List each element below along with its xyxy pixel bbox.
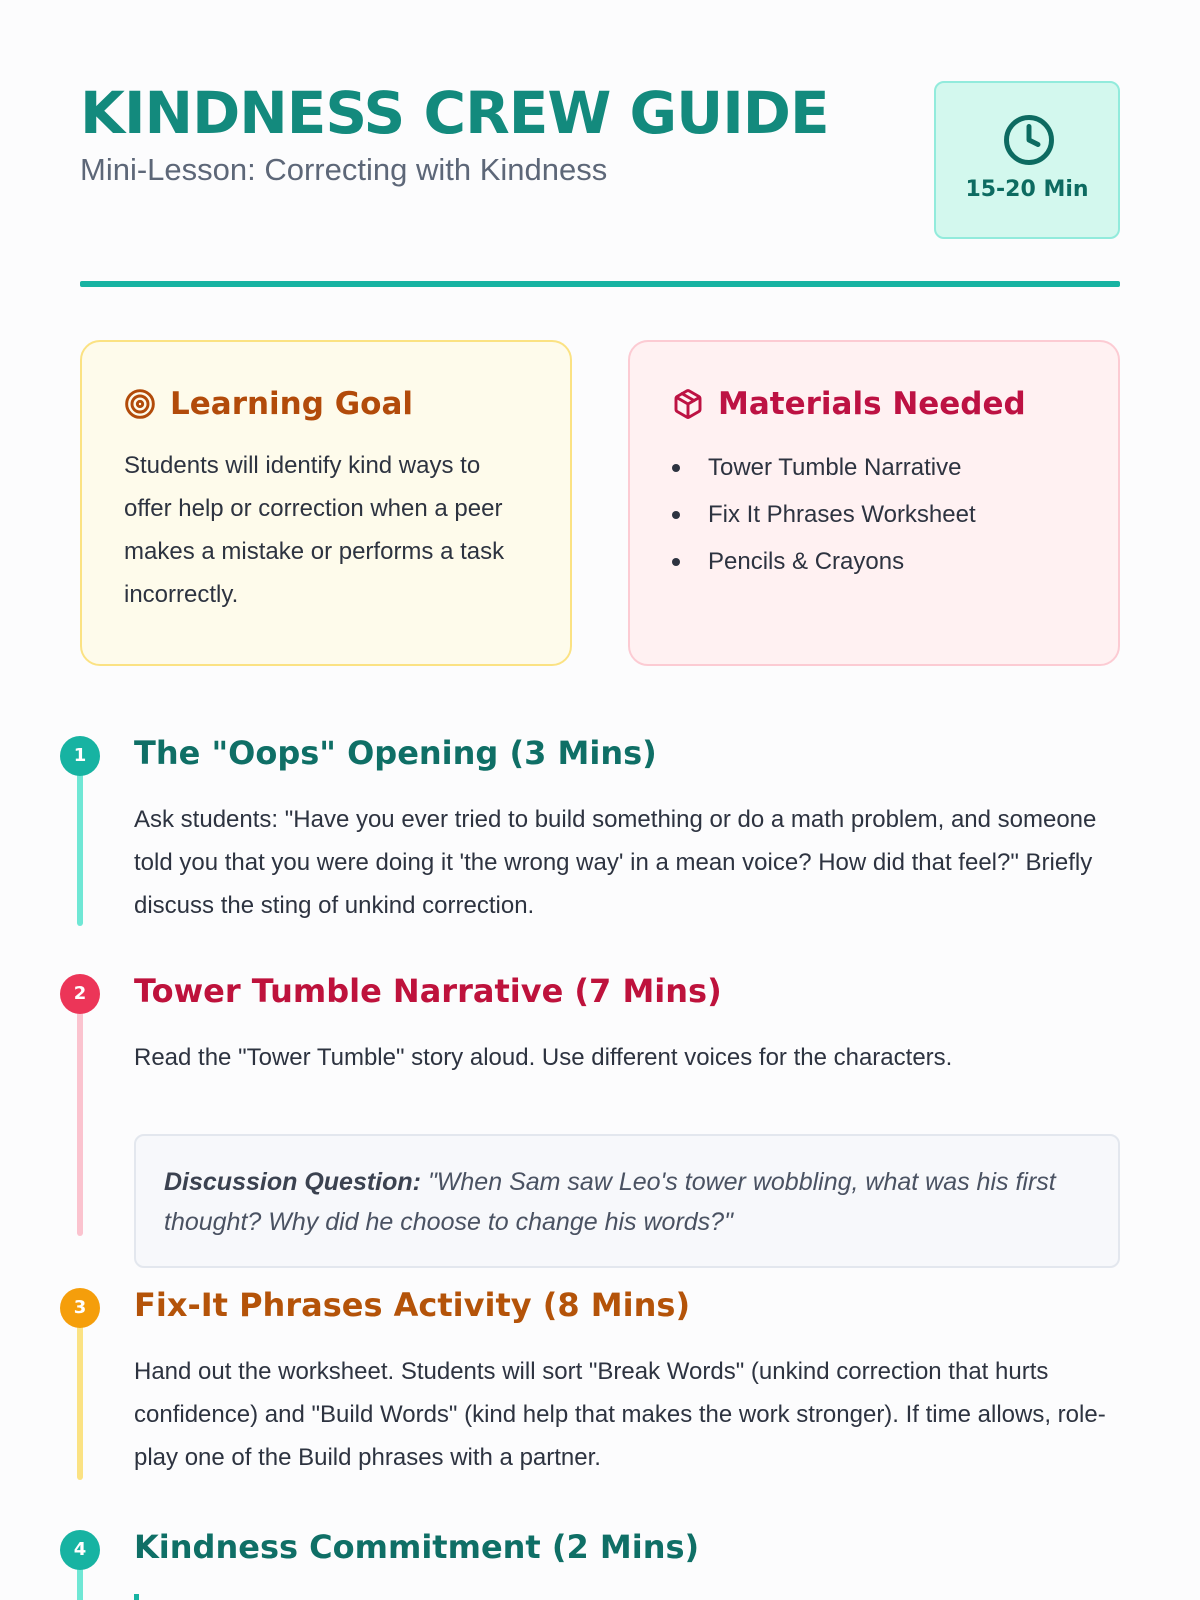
list-item: Pencils & Crayons — [672, 538, 1078, 585]
step-number-badge: 3 — [60, 1288, 100, 1328]
step-title: Tower Tumble Narrative (7 Mins) — [134, 972, 722, 1010]
lesson-page — [73, 0, 1120, 1600]
box-icon — [672, 388, 704, 420]
step-body: Ask students: "Have you ever tried to build something or do a math problem, and someone told you that you were doing it 'the wrong way' in a mean voice? How did that feel?" Briefly discuss the sting of unkind correction. — [134, 806, 1097, 919]
step-title: Fix-It Phrases Activity (8 Mins) — [134, 1286, 691, 1324]
step-body: Hand out the worksheet. Students will sort "Break Words" (unkind correction that hurts confidence) and "Build Words" (kind help that makes the work stronger). If time allows, role-play one of the Build phrases with a partner. — [134, 1358, 1106, 1471]
clock-icon — [1002, 113, 1056, 167]
step-timeline-bar — [77, 1310, 83, 1480]
duration-label: 15-20 Min — [965, 177, 1089, 202]
page-title: KINDNESS CREW GUIDE — [80, 79, 829, 147]
target-icon — [124, 388, 156, 420]
text-fragment-marker — [134, 1594, 139, 1600]
learning-goal-title: Learning Goal — [170, 386, 414, 422]
step-title: The "Oops" Opening (3 Mins) — [134, 734, 657, 772]
materials-card — [628, 340, 1120, 666]
duration-badge — [934, 81, 1120, 239]
list-item: Fix It Phrases Worksheet — [672, 491, 1078, 538]
materials-list — [672, 444, 1078, 585]
discussion-question-box — [134, 1134, 1120, 1268]
page-subtitle: Mini-Lesson: Correcting with Kindness — [80, 152, 608, 187]
materials-title: Materials Needed — [718, 386, 1026, 422]
learning-goal-text: Students will identify kind ways to offer help or correction when a peer makes a mistake or performs a task incorrectly. — [124, 452, 505, 608]
step-body: Read the "Tower Tumble" story aloud. Use different voices for the characters. — [134, 1044, 953, 1071]
step-timeline-bar — [77, 996, 83, 1236]
discussion-text: "When Sam saw Leo's tower wobbling, what was his first thought? Why did he choose to change his words?" — [164, 1168, 1056, 1236]
list-item: Tower Tumble Narrative — [672, 444, 1078, 491]
step-title: Kindness Commitment (2 Mins) — [134, 1528, 700, 1566]
step-number-badge: 4 — [60, 1530, 100, 1570]
header-divider — [80, 281, 1120, 287]
discussion-label: Discussion Question: — [164, 1168, 421, 1196]
step-number-badge: 2 — [60, 974, 100, 1014]
learning-goal-card — [80, 340, 572, 666]
step-timeline-bar — [77, 758, 83, 926]
step-number-badge: 1 — [60, 736, 100, 776]
